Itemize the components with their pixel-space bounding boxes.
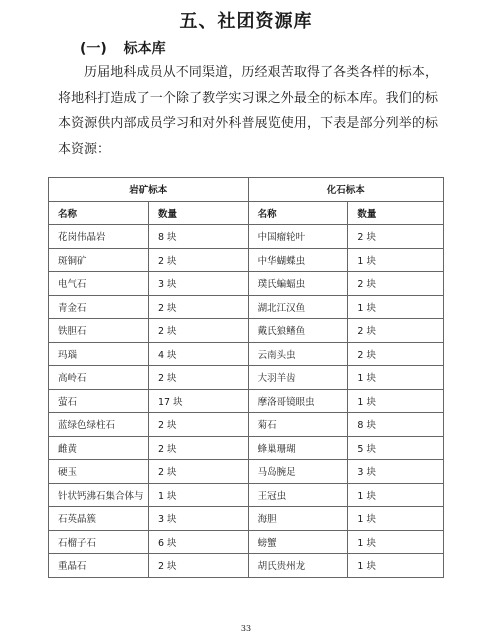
- fossil-quantity-cell: 8 块: [348, 413, 444, 437]
- table-row: [49, 319, 444, 343]
- rock-mineral-name-cell: 石榴子石: [49, 530, 149, 554]
- specimen-table: [48, 177, 444, 578]
- table-group-header-row: [49, 178, 444, 202]
- fossil-name-cell: 海胆: [248, 507, 348, 531]
- rock-mineral-name-cell: 青金石: [49, 295, 149, 319]
- table-row: [49, 272, 444, 296]
- fossil-name-cell: 蜂巢珊瑚: [248, 436, 348, 460]
- table-row: [49, 530, 444, 554]
- rock-mineral-quantity-cell: 17 块: [148, 389, 248, 413]
- column-header-quantity: 数量: [148, 201, 248, 225]
- table-row: [49, 436, 444, 460]
- table-row: [49, 413, 444, 437]
- rock-mineral-name-cell: 高岭石: [49, 366, 149, 390]
- fossil-quantity-cell: 1 块: [348, 483, 444, 507]
- rock-mineral-quantity-cell: 8 块: [148, 225, 248, 249]
- rock-mineral-quantity-cell: 6 块: [148, 530, 248, 554]
- fossil-quantity-cell: 1 块: [348, 389, 444, 413]
- fossil-quantity-cell: 2 块: [348, 272, 444, 296]
- fossil-name-cell: 湖北江汉鱼: [248, 295, 348, 319]
- fossil-quantity-cell: 2 块: [348, 225, 444, 249]
- table-row: [49, 366, 444, 390]
- rock-mineral-name-cell: 蓝绿色绿柱石: [49, 413, 149, 437]
- rock-mineral-quantity-cell: 2 块: [148, 295, 248, 319]
- fossil-name-cell: 马岛腕足: [248, 460, 348, 484]
- fossil-name-cell: 璞氏蝙蝠虫: [248, 272, 348, 296]
- rock-mineral-quantity-cell: 1 块: [148, 483, 248, 507]
- rock-mineral-quantity-cell: 3 块: [148, 272, 248, 296]
- fossil-name-cell: 中国瘤轮叶: [248, 225, 348, 249]
- rock-mineral-quantity-cell: 2 块: [148, 366, 248, 390]
- fossil-name-cell: 戴氏狼鳍鱼: [248, 319, 348, 343]
- table-row: [49, 483, 444, 507]
- rock-mineral-name-cell: 玛瑙: [49, 342, 149, 366]
- rock-mineral-name-cell: 雌黄: [49, 436, 149, 460]
- rock-mineral-name-cell: 硬玉: [49, 460, 149, 484]
- intro-paragraph-container: [58, 60, 438, 162]
- rock-mineral-quantity-cell: 4 块: [148, 342, 248, 366]
- fossil-quantity-cell: 1 块: [348, 530, 444, 554]
- fossil-quantity-cell: 5 块: [348, 436, 444, 460]
- table-row: [49, 389, 444, 413]
- fossil-quantity-cell: 1 块: [348, 295, 444, 319]
- table-row: [49, 554, 444, 578]
- rock-mineral-quantity-cell: 2 块: [148, 319, 248, 343]
- table-row: [49, 295, 444, 319]
- rock-mineral-quantity-cell: 2 块: [148, 460, 248, 484]
- rock-mineral-quantity-cell: 2 块: [148, 248, 248, 272]
- fossil-name-cell: 云南头虫: [248, 342, 348, 366]
- fossil-name-cell: 中华蝴蝶虫: [248, 248, 348, 272]
- column-header-name: 名称: [248, 201, 348, 225]
- rock-mineral-quantity-cell: 2 块: [148, 413, 248, 437]
- page-title: 五、社团资源库: [179, 11, 313, 32]
- rock-mineral-name-cell: 针状钙沸石集合体与: [49, 483, 149, 507]
- section-heading: [80, 38, 166, 58]
- table-row: [49, 507, 444, 531]
- fossil-name-cell: 胡氏贵州龙: [248, 554, 348, 578]
- table-row: [49, 225, 444, 249]
- fossil-quantity-cell: 3 块: [348, 460, 444, 484]
- fossil-quantity-cell: 1 块: [348, 248, 444, 272]
- rock-mineral-name-cell: 萤石: [49, 389, 149, 413]
- rock-mineral-name-cell: 石英晶簇: [49, 507, 149, 531]
- table-row: [49, 342, 444, 366]
- rock-mineral-name-cell: 花岗伟晶岩: [49, 225, 149, 249]
- rock-mineral-quantity-cell: 3 块: [148, 507, 248, 531]
- fossil-quantity-cell: 2 块: [348, 342, 444, 366]
- table-column-header-row: [49, 201, 444, 225]
- column-header-name: 名称: [49, 201, 149, 225]
- rock-mineral-group-header: 岩矿标本: [49, 178, 249, 202]
- fossil-name-cell: 摩洛哥镜眼虫: [248, 389, 348, 413]
- fossil-quantity-cell: 2 块: [348, 319, 444, 343]
- fossil-quantity-cell: 1 块: [348, 554, 444, 578]
- rock-mineral-quantity-cell: 2 块: [148, 436, 248, 460]
- fossil-quantity-cell: 1 块: [348, 507, 444, 531]
- rock-mineral-name-cell: 电气石: [49, 272, 149, 296]
- table-row: [49, 248, 444, 272]
- fossil-quantity-cell: 1 块: [348, 366, 444, 390]
- fossil-name-cell: 菊石: [248, 413, 348, 437]
- fossil-group-header: 化石标本: [248, 178, 443, 202]
- table-row: [49, 460, 444, 484]
- table-body: [49, 225, 444, 578]
- rock-mineral-name-cell: 重晶石: [49, 554, 149, 578]
- section-title: 标本库: [123, 41, 166, 57]
- rock-mineral-name-cell: 铁胆石: [49, 319, 149, 343]
- rock-mineral-name-cell: 斑铜矿: [49, 248, 149, 272]
- fossil-name-cell: 大羽羊齿: [248, 366, 348, 390]
- intro-paragraph: 历届地科成员从不同渠道，历经艰苦取得了各类各样的标本，将地科打造成了一个除了教学实习课之外最全的标本库。我们的标本资源供内部成员学习和对外科普展览使用，下表是部分列举的标本资源：: [58, 65, 438, 157]
- fossil-name-cell: 王冠虫: [248, 483, 348, 507]
- fossil-name-cell: 螃蟹: [248, 530, 348, 554]
- section-number: (一): [80, 41, 107, 57]
- column-header-quantity: 数量: [348, 201, 444, 225]
- rock-mineral-quantity-cell: 2 块: [148, 554, 248, 578]
- page-number: 33: [240, 624, 252, 633]
